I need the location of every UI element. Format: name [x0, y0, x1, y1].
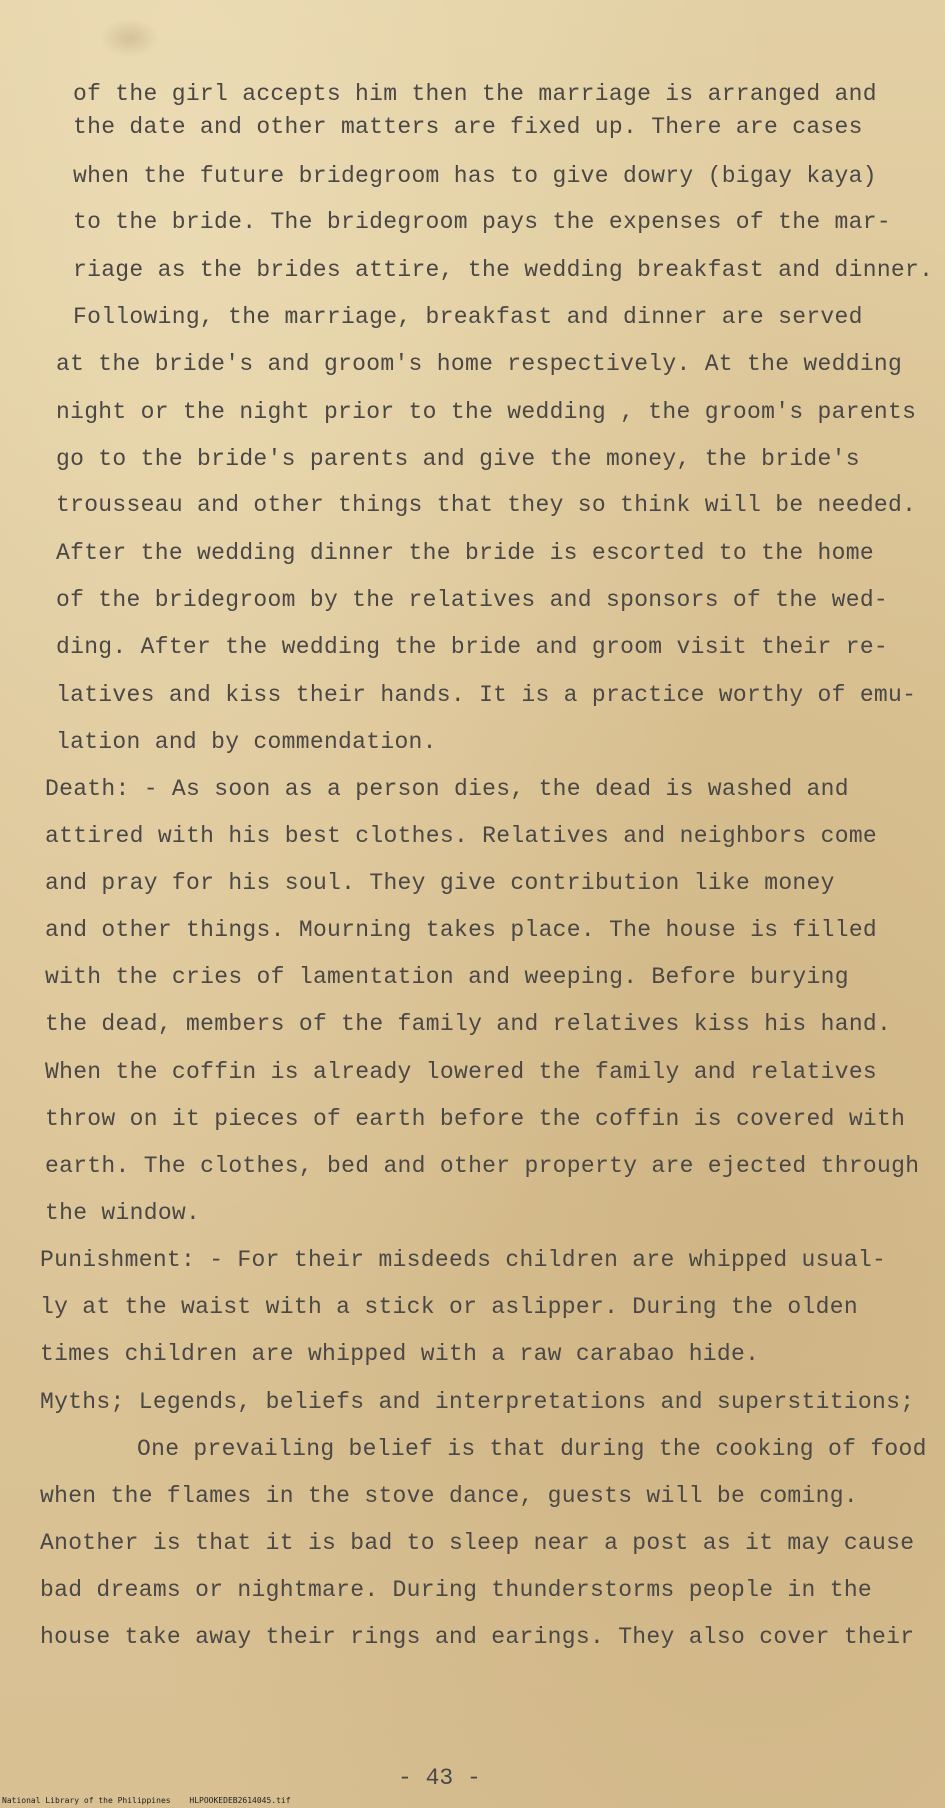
text-line: of the bridegroom by the relatives and sponsors of the wed-: [56, 587, 889, 613]
text-line: go to the bride's parents and give the money, the bride's: [56, 446, 860, 472]
scan-footer: [2, 1796, 305, 1805]
text-line: lation and by commendation.: [56, 729, 437, 755]
text-line: throw on it pieces of earth before the coffin is covered with: [45, 1106, 906, 1132]
footer-filename: HLPOOKEDEB2614045.tif: [189, 1796, 291, 1805]
text-line: earth. The clothes, bed and other property are ejected through: [45, 1153, 920, 1179]
text-line: Following, the marriage, breakfast and dinner are served: [73, 304, 863, 330]
section-heading-myths: Myths; Legends, beliefs and interpretations and superstitions;: [40, 1389, 915, 1415]
text-line: trousseau and other things that they so think will be needed.: [56, 492, 917, 518]
text-line: Another is that it is bad to sleep near a post as it may cause: [40, 1530, 915, 1556]
text-line: ly at the waist with a stick or aslipper. During the olden: [40, 1294, 858, 1320]
text-line: and other things. Mourning takes place. The house is filled: [45, 917, 878, 943]
footer-library: National Library of the Philippines: [2, 1796, 171, 1805]
text-line: and pray for his soul. They give contribution like money: [45, 870, 835, 896]
text-line: One prevailing belief is that during the cooking of food: [137, 1436, 927, 1462]
page-number: - 43 -: [398, 1765, 481, 1791]
text-line: When the coffin is already lowered the family and relatives: [45, 1059, 878, 1085]
text-line: when the future bridegroom has to give dowry (bigay kaya): [73, 163, 877, 189]
text-line: the dead, members of the family and relatives kiss his hand.: [45, 1011, 892, 1037]
text-line: night or the night prior to the wedding , the groom's parents: [56, 399, 917, 425]
text-line: of the girl accepts him then the marriage is arranged and: [73, 81, 877, 107]
paper-smudge: [100, 18, 160, 58]
text-line: riage as the brides attire, the wedding breakfast and dinner.: [73, 257, 934, 283]
text-line: the window.: [45, 1200, 201, 1226]
text-line: at the bride's and groom's home respectively. At the wedding: [56, 351, 903, 377]
text-line: After the wedding dinner the bride is escorted to the home: [56, 540, 874, 566]
text-line: ding. After the wedding the bride and groom visit their re-: [56, 634, 889, 660]
text-line: bad dreams or nightmare. During thunderstorms people in the: [40, 1577, 873, 1603]
text-line: with the cries of lamentation and weeping. Before burying: [45, 964, 849, 990]
section-heading-death: Death: - As soon as a person dies, the dead is washed and: [45, 776, 849, 802]
text-line: attired with his best clothes. Relatives and neighbors come: [45, 823, 878, 849]
text-line: house take away their rings and earings. They also cover their: [40, 1624, 915, 1650]
text-line: the date and other matters are fixed up. There are cases: [73, 114, 863, 140]
text-line: when the flames in the stove dance, guests will be coming.: [40, 1483, 858, 1509]
text-line: to the bride. The bridegroom pays the expenses of the mar-: [73, 209, 891, 235]
text-line: latives and kiss their hands. It is a practice worthy of emu-: [56, 682, 917, 708]
text-line: times children are whipped with a raw carabao hide.: [40, 1341, 760, 1367]
section-heading-punishment: Punishment: - For their misdeeds children are whipped usual-: [40, 1247, 887, 1273]
